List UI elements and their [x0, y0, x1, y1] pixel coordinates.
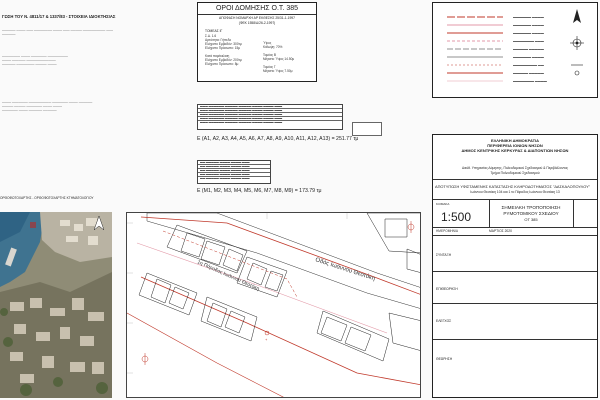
orthophoto [0, 212, 112, 398]
area-stamp [352, 122, 382, 136]
authority-line-3: ΔΗΜΟΣ ΚΕΝΤΡΙΚΗΣ ΚΕΡΚΥΡΑΣ & ΔΙΑΠΟΝΤΙΩΝ ΝΗΣΩΝ [461, 148, 569, 153]
orthophoto-image [0, 212, 112, 398]
area-total-2: Ε (Μ1, Μ2, Μ3, Μ4, Μ5, Μ6, Μ7, Μ8, Μ9) = 173.79 τμ [197, 188, 322, 194]
svg-text:▬▬▬▬▬▬ ▬▬▬▬: ▬▬▬▬▬▬ ▬▬▬▬ [513, 55, 544, 59]
area-table-1: ▬▬▬ ▬▬▬▬▬▬ ▬▬▬▬▬ ▬▬▬▬▬ ▬▬▬▬ ▬▬▬▬ ▬▬▬ ▬▬▬ ▬▬▬▬▬▬ ▬▬▬▬▬ ▬▬▬▬▬ ▬▬▬▬ ▬▬▬▬ ▬▬▬ ▬▬▬ ▬▬▬▬▬▬ ▬▬▬▬▬ ▬▬▬▬▬ ▬▬▬▬ ▬▬▬▬ ▬▬▬ ▬▬▬ ▬▬▬▬▬▬ ▬▬▬▬▬ ▬▬▬▬▬ ▬▬▬▬ ▬▬▬▬ ▬▬▬ ▬▬▬ ▬▬▬▬▬▬ ▬▬▬▬▬ ▬▬▬▬▬ ▬▬▬▬ ▬▬▬▬ ▬▬▬ [197, 104, 343, 130]
drawing-title-2: ΡΥΜΟΤΟΜΙΚΟΥ ΣΧΕΔΙΟΥ [503, 211, 559, 216]
left-text-paragraph-1: ────── ──── ─── ──────── ──── ─── ───── ────────── ─── ────── [2, 28, 113, 36]
authority-line-4: Διεύθ. Υπηρεσίας Δόμησης, Πολεοδομικού Σχεδιασμού & Περιβάλλοντος [461, 166, 569, 170]
svg-text:▬▬▬▬▬▬ ▬▬▬▬: ▬▬▬▬▬▬ ▬▬▬▬ [513, 15, 544, 19]
site-plan-drawing [127, 213, 421, 398]
compass-icon [570, 36, 584, 50]
svg-text:▬▬▬▬▬▬▬ ▬▬▬▬: ▬▬▬▬▬▬▬ ▬▬▬▬ [513, 79, 547, 83]
decision-line-2: (ΦΕΚ 1558/Δ/26-2-1997) [238, 21, 276, 25]
drawing-date: ΜΑΡΤΙΟΣ 2020 [489, 229, 512, 233]
svg-text:▬▬▬▬▬ ▬▬▬▬▬: ▬▬▬▬▬ ▬▬▬▬▬ [513, 71, 544, 75]
svg-text:▬▬▬▬▬ ▬▬▬▬▬: ▬▬▬▬▬ ▬▬▬▬▬ [513, 47, 544, 51]
authority-line-5: Τμήμα Πολεοδομικού Σχεδιασμού [490, 171, 540, 175]
project-title: ΑΠΟΤΥΠΩΣΗ ΥΦΙΣΤΑΜΕΝΗΣ ΚΑΤΑΣΤΑΣΗΣ ΚΛΗΡΟΔΟΤΗΜΑΤΟΣ "ΔΑΣΚΑΛΟΠΟΥΛΟΥ" [435, 184, 591, 189]
authority-line-1: ΕΛΛΗΝΙΚΗ ΔΗΜΟΚΡΑΤΙΑ [490, 138, 540, 143]
project-address: Ιωάννου Θεοτόκη 104 και 1 το Πάροδος Ιωάννου Θεοτόκη 13 [470, 190, 560, 194]
photo-caption: ΟΡΘΟΦΩΤΟΧΑΡΤΗΣ - ΟΡΘΟΦΩΤΟΧΑΡΤΗΣ ΚΤΗΜΑΤΟΛΟΓΙΟΥ [0, 196, 94, 200]
drawing-title-1: ΣΗΜΕΙΑΚΗ ΤΡΟΠΟΠΟΙΗΣΗ [501, 205, 561, 210]
left-header-block [0, 14, 120, 194]
authority-line-2: ΠΕΡΙΦΕΡΕΙΑ ΙΟΝΙΩΝ ΝΗΣΩΝ [487, 143, 543, 148]
street-label-2: 1η Πάροδος Ιωάννου Θεοτόκη [196, 259, 261, 293]
sign-row-3: ΕΛΕΓΧΟΣ [436, 319, 452, 323]
drawing-title-3: ΟΤ 385 [524, 217, 538, 222]
title-block [432, 134, 598, 398]
tomeas-label: ΤΟΜΕΑΣ ΙΓ [205, 29, 223, 33]
north-arrow-icon [573, 9, 581, 23]
terms-left-column: Σ.Δ. 1.6 Αρτιότητα: Γήπεδο Ελάχιστο Εμβαδόν: 300τμ Ελάχιστο Πρόσωπο: 15μ Κατά παρέκκλιση Ελάχιστο Εμβαδόν: 200τμ Ελάχιστο Πρόσωπο: 8μ [205, 34, 242, 66]
svg-text:▬▬▬▬▬▬ ▬▬▬▬: ▬▬▬▬▬▬ ▬▬▬▬ [513, 23, 544, 27]
svg-text:▬▬▬▬▬▬▬ ▬▬▬: ▬▬▬▬▬▬▬ ▬▬▬ [513, 39, 544, 43]
left-text-paragraph-2: ──────── ──── ─────── ───────── ──── ────── ───────────── ────── ──────── ───── ──── [2, 54, 68, 66]
terms-right-column: Ύψος Κάλυψη: 70% Τομέας Β Μέγιστο Ύψος 14.50μ Τομέας Γ Μέγιστο Ύψος 7.50μ [263, 41, 295, 73]
area-table-2: ▬▬ ▬▬▬▬▬ ▬▬▬▬ ▬▬▬▬ ▬▬▬ ▬▬ ▬▬▬▬▬ ▬▬▬▬ ▬▬▬▬ ▬▬▬ ▬▬ ▬▬▬▬▬ ▬▬▬▬ ▬▬▬▬ ▬▬▬ ▬▬ ▬▬▬▬▬ ▬▬▬▬ ▬▬▬▬ ▬▬▬ ▬▬ ▬▬▬▬▬ ▬▬▬▬ ▬▬▬▬ ▬▬▬ [197, 160, 271, 184]
legend-graphics [433, 3, 597, 97]
svg-text:▬▬▬▬▬▬ ▬▬▬▬: ▬▬▬▬▬▬ ▬▬▬▬ [513, 31, 544, 35]
building-terms-title: ΟΡΟΙ ΔΟΜΗΣΗΣ Ο.Τ. 385 [215, 5, 299, 12]
drawing-scale: 1:500 [441, 210, 472, 224]
building-terms-box [197, 2, 317, 82]
site-plan [126, 212, 421, 398]
sign-row-4: ΘΕΩΡΗΣΗ [436, 357, 453, 361]
street-label-1: Οδός Ιωάννου Θεοτόκη [314, 257, 376, 283]
decision-line-1: ΑΠΟΦΑΣΗ ΝΟΜΑΡΧΗ ΑΡ ΕΚΘΕΣΗΣ 25/31-1-1997 [219, 16, 295, 20]
sign-row-2: ΕΠΙΘΕΩΡΗΣΗ [436, 287, 458, 291]
svg-text:▬▬▬▬▬▬▬▬ ▬▬: ▬▬▬▬▬▬▬▬ ▬▬ [513, 63, 544, 67]
left-header-title: ΓΩΣΗ ΤΟΥ Ν. 4811/17 & 1337/83 - ΣΤΟΙΧΕΙΑ ΙΔΙΟΚΤΗΣΙΑΣ [2, 14, 116, 19]
svg-text:+: + [265, 337, 268, 342]
legend-box [432, 2, 598, 98]
sign-row-1: ΣΥΝΤΑΞΗ [436, 253, 452, 257]
area-total-1: Ε (Α1, Α2, Α3, Α4, Α5, Α6, Α7, Α8, Α9, Α10, Α11, Α12, Α13) = 251.77 τμ [197, 136, 359, 142]
date-caption: ΗΜΕΡΟΜΗΝΙΑ [436, 229, 458, 233]
north-arrow-icon [94, 216, 104, 230]
left-text-paragraph-3: ──── ─────── ────────── ─────── ──── ────── ───── ───── ─────── ──── ──── ─────── ──── ────── ────── [2, 100, 93, 112]
scale-label: ΚΛΙΜΑΚΑ [436, 202, 450, 206]
